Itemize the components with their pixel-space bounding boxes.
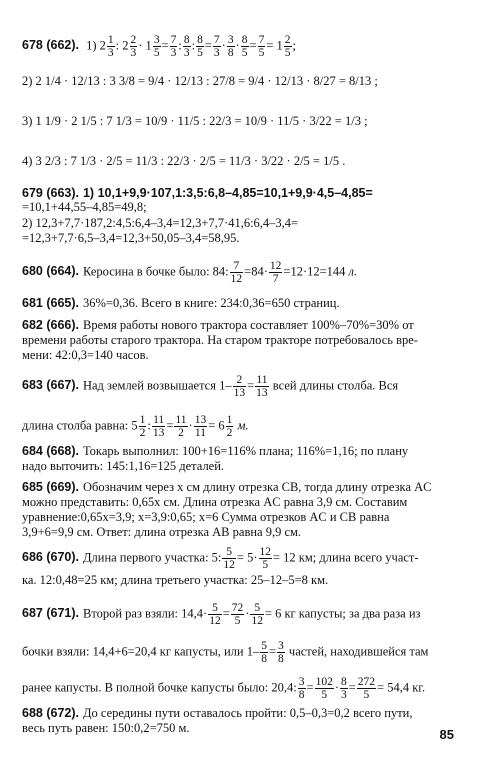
problem-685-line-4: 3,9+6=9,9 см. Ответ: длина отрезка AB равна 9,9 см.	[22, 525, 302, 539]
fraction: $\frac{8}{5}$	[241, 34, 248, 59]
problem-678-line-1: 678 (662). 1) 2 $\frac{1}{3}$ : 2 $\frac{2}{3}$ · 1 $\frac{3}{5}$ = $\frac{7}{3}$ : $\frac{8}{3}$ : $\frac{8}{5}$ = $\frac{7}{3}$ · $\frac{3}{8}$ · $\frac{8}{5}$ = $\frac{7}{5}$ = 1 $\frac{2}{5}$ ;	[22, 34, 296, 59]
fraction: $\frac{7}{3}$	[213, 34, 220, 59]
fraction: $\frac{3}{8}$	[298, 676, 305, 701]
problem-679-line-1: 679 (663). 1) 10,1+9,9·107,1:3,5:6,8–4,85=10,1+9,9·4,5–4,85=	[22, 186, 373, 200]
fraction: $\frac{2}{13}$	[233, 374, 246, 399]
problem-number: 678 (662).	[22, 38, 79, 53]
fraction: $\frac{12}{7}$	[269, 260, 282, 285]
fraction: $\frac{2}{3}$	[130, 34, 137, 59]
fraction: $\frac{11}{13}$	[256, 374, 268, 399]
problem-678-line-2: 2) 2 1/4 · 12/13 : 3 3/8 = 9/4 · 12/13 : 27/8 = 9/4 · 12/13 · 8/27 = 8/13 ;	[22, 74, 378, 88]
problem-number: 679 (663).	[22, 186, 79, 200]
problem-number: 680 (664).	[22, 264, 79, 279]
fraction: $\frac{8}{3}$	[183, 34, 190, 59]
problem-679-line-3: 2) 12,3+7,7·187,2:4,5:6,4–3,4=12,3+7,7·41,6:6,4–3,4=	[22, 216, 299, 230]
problem-number: 684 (668).	[22, 444, 79, 458]
fraction: $\frac{5}{12}$	[251, 602, 263, 627]
page-number: 85	[439, 727, 454, 742]
problem-682-line-1: 682 (666). Время работы нового трактора составляет 100%–70%=30% от	[22, 318, 414, 332]
problem-number: 685 (669).	[22, 480, 79, 494]
fraction: $\frac{11}{13}$	[152, 414, 165, 439]
problem-685-line-2: можно представить: 0,65х см. Длина отрезка AC равна 3,9 см. Составим	[22, 495, 408, 509]
problem-684-line-1: 684 (668). Токарь выполнил: 100+16=116% плана; 116%=1,16; по плану	[22, 444, 409, 458]
problem-682-line-2: времени работы старого трактора. На старом тракторе потребовалось вре-	[22, 333, 418, 347]
fraction: $\frac{5}{12}$	[209, 602, 221, 627]
problem-number: 683 (667).	[22, 378, 79, 393]
fraction: $\frac{2}{5}$	[284, 34, 291, 59]
problem-679-line-4: =12,3+7,7·6,5–3,4=12,3+50,05–3,4=58,95.	[22, 231, 240, 245]
fraction: $\frac{8}{3}$	[340, 676, 347, 701]
fraction: $\frac{11}{2}$	[175, 414, 187, 439]
problem-680: 680 (664). Керосина в бочке было: 84: $\frac{7}{12}$ =84· $\frac{12}{7}$ =12·12=144 л.	[22, 260, 358, 285]
fraction: $\frac{8}{5}$	[197, 34, 203, 59]
fraction: $\frac{7}{12}$	[230, 260, 243, 285]
fraction: $\frac{3}{8}$	[227, 34, 234, 59]
fraction: $\frac{1}{3}$	[107, 34, 114, 59]
problem-681: 681 (665). 36%=0,36. Всего в книге: 234:0,36=650 страниц.	[22, 296, 340, 310]
problem-682-line-3: мени: 42:0,3=140 часов.	[22, 348, 149, 362]
problem-687-line-1: 687 (671). Второй раз взяли: 14,4· $\frac{5}{12}$ = $\frac{72}{5}$ · $\frac{5}{12}$ = 6 кг капусты; за два раза из	[22, 602, 421, 627]
fraction: $\frac{5}{12}$	[223, 546, 235, 571]
fraction: $\frac{272}{5}$	[357, 676, 376, 701]
problem-685-line-3: уравнение:0,65х=3,9; х=3,9:0,65; х=6 Сумма отрезков AC и CB равна	[22, 510, 390, 524]
fraction: $\frac{7}{3}$	[170, 34, 177, 59]
fraction: $\frac{3}{8}$	[278, 640, 284, 665]
fraction: $\frac{3}{5}$	[153, 34, 160, 59]
problem-685-line-1: 685 (669). Обозначим через х см длину отрезка CB, тогда длину отрезка AC	[22, 480, 432, 494]
fraction: $\frac{7}{5}$	[258, 34, 265, 59]
problem-683-line-2: длина столба равна: 5 $\frac{1}{2}$ : $\frac{11}{13}$ = $\frac{11}{2}$ · $\frac{13}{11}$ = 6 $\frac{1}{2}$ м.	[22, 414, 249, 439]
problem-683-line-1: 683 (667). Над землей возвышается 1– $\frac{2}{13}$ = $\frac{11}{13}$ всей длины столба. Вся	[22, 374, 399, 399]
problem-number: 686 (670).	[22, 550, 79, 565]
problem-686-line-2: ка. 12:0,48=25 км; длина третьего участка: 25–12–5=8 км.	[22, 573, 329, 587]
problem-number: 681 (665).	[22, 296, 79, 310]
fraction: $\frac{13}{11}$	[194, 414, 207, 439]
problem-678-line-3: 3) 1 1/9 · 2 1/5 : 7 1/3 = 10/9 · 11/5 : 22/3 = 10/9 · 11/5 · 3/22 = 1/3 ;	[22, 114, 368, 128]
problem-688-line-2: весь путь равен: 150:0,2=750 м.	[22, 721, 190, 735]
problem-number: 688 (672).	[22, 706, 79, 720]
problem-686-line-1: 686 (670). Длина первого участка: 5: $\frac{5}{12}$ = 5· $\frac{12}{5}$ = 12 км; длина всего участ-	[22, 546, 419, 571]
problem-687-line-3: ранее капусты. В полной бочке капусты было: 20,4: $\frac{3}{8}$ = $\frac{102}{5}$ · $\frac{8}{3}$ = $\frac{272}{5}$ = 54,4 кг.	[22, 676, 426, 701]
problem-number: 687 (671).	[22, 606, 79, 621]
fraction: $\frac{72}{5}$	[231, 602, 244, 627]
fraction: $\frac{12}{5}$	[259, 546, 271, 571]
problem-687-line-2: бочки взяли: 14,4+6=20,4 кг капусты, или 1– $\frac{5}{8}$ = $\frac{3}{8}$ частей, находившейся там	[22, 640, 429, 665]
fraction: $\frac{1}{2}$	[226, 414, 233, 439]
fraction: $\frac{1}{2}$	[139, 414, 146, 439]
problem-678-line-4: 4) 3 2/3 : 7 1/3 · 2/5 = 11/3 : 22/3 · 2/5 = 11/3 · 3/22 · 2/5 = 1/5 .	[22, 154, 346, 168]
problem-688-line-1: 688 (672). До середины пути оставалось пройти: 0,5–0,3=0,2 всего пути,	[22, 706, 413, 720]
problem-number: 682 (666).	[22, 318, 79, 332]
fraction: $\frac{102}{5}$	[315, 676, 333, 701]
fraction: $\frac{5}{8}$	[261, 640, 267, 665]
problem-684-line-2: надо выточить: 145:1,16=125 деталей.	[22, 459, 225, 473]
problem-679-line-2: =10,1+44,55–4,85=49,8;	[22, 200, 147, 214]
